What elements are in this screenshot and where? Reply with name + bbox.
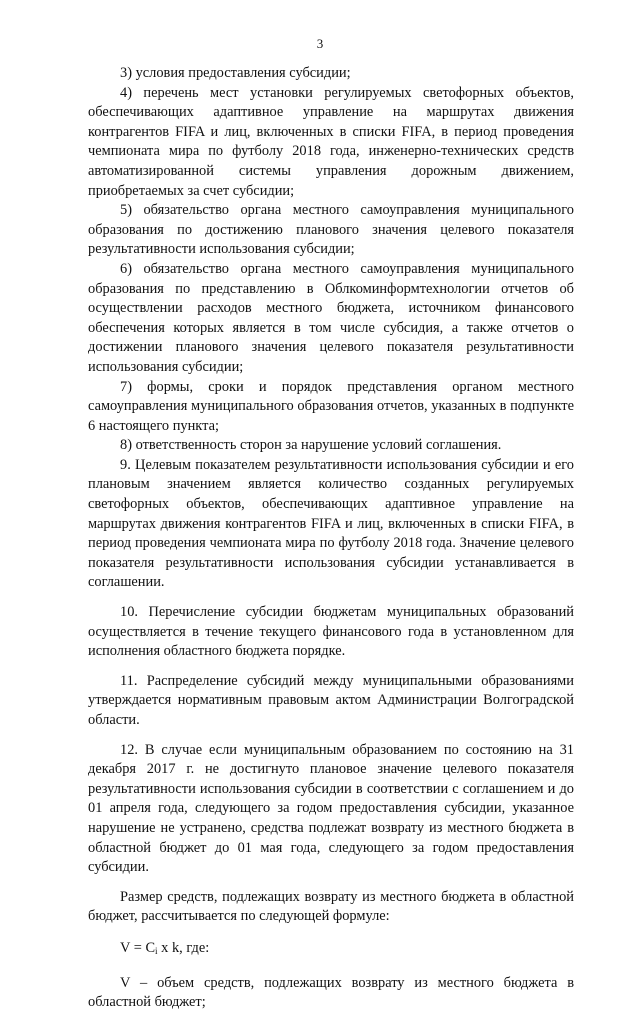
paragraph-item-8: 8) ответственность сторон за нарушение условий соглашения. (120, 437, 502, 454)
paragraph-clause-12: 12. В случае если муниципальным образованием по состоянию на 31 декабря 2017 г. не достигнуто плановое значение целевого показателя результативности использования субсидии в соответствии с соглашением и до 01 апреля года, следующего за годом предоставления субсидии, указанное нарушение не устранено, средства подлежат возврату из местного бюджета в областной бюджет до 01 мая года, следующего за годом предоставления субсидии. (88, 741, 574, 876)
paragraph-item-7: 7) формы, сроки и порядок представления органом местного самоуправления муниципального образования отчетов, указанных в подпункте 6 настоящего пункта; (88, 378, 574, 434)
page-number: 3 (316, 36, 324, 51)
formula-subscript: i (155, 945, 158, 956)
paragraph-clause-9: 9. Целевым показателем результативности использования субсидии и его плановым значением является количество созданных регулируемых светофорных объектов, обеспечивающих адаптивное управление на маршрутах движения контрагентов FIFA и лиц, включенных в списки FIFA, в период проведения чемпионата мира по футболу 2018 года. Значение целевого показателя результативности использования субсидии устанавливается в соглашении. (88, 456, 574, 591)
document-body (88, 64, 574, 1013)
paragraph-item-5: 5) обязательство органа местного самоуправления муниципального образования по достижению планового значения целевого показателя результативности использования субсидии; (88, 202, 574, 258)
paragraph-clause-11: 11. Распределение субсидий между муниципальными образованиями утверждается нормативным правовым актом Администрации Волгоградской области. (88, 672, 574, 728)
formula-lhs: V = C (120, 939, 156, 956)
paragraph-item-3: 3) условия предоставления субсидии; (120, 65, 351, 81)
paragraph-variable-definition: V – объем средств, подлежащих возврату из местного бюджета в областной бюджет; (88, 974, 574, 1011)
paragraph-item-4: 4) перечень мест установки регулируемых светофорных объектов, обеспечивающих адаптивное управление на маршрутах движения контрагентов FIFA и лиц, включенных в списки FIFA, в период проведения чемпионата мира по футболу 2018 года, инженерно-технических средств автоматизированной системы управления дорожным движением, приобретаемых за счет субсидии; (88, 84, 574, 199)
paragraph-clause-10: 10. Перечисление субсидии бюджетам муниципальных образований осуществляется в течение текущего финансового года в установленном для исполнения областного бюджета порядке. (88, 604, 574, 660)
formula-rhs: x k, где: (157, 939, 210, 956)
paragraph-item-6: 6) обязательство органа местного самоуправления муниципального образования по представлению в Облкоминформтехнологии отчетов об осуществлении расходов местного бюджета, источником финансового обеспечения которых является в том числе субсидия, а также отчетов о достижении планового значения целевого показателя результативности использования субсидии; (88, 260, 574, 375)
formula (88, 939, 574, 962)
paragraph-formula-intro: Размер средств, подлежащих возврату из местного бюджета в областной бюджет, рассчитывается по следующей формуле: (88, 888, 574, 925)
